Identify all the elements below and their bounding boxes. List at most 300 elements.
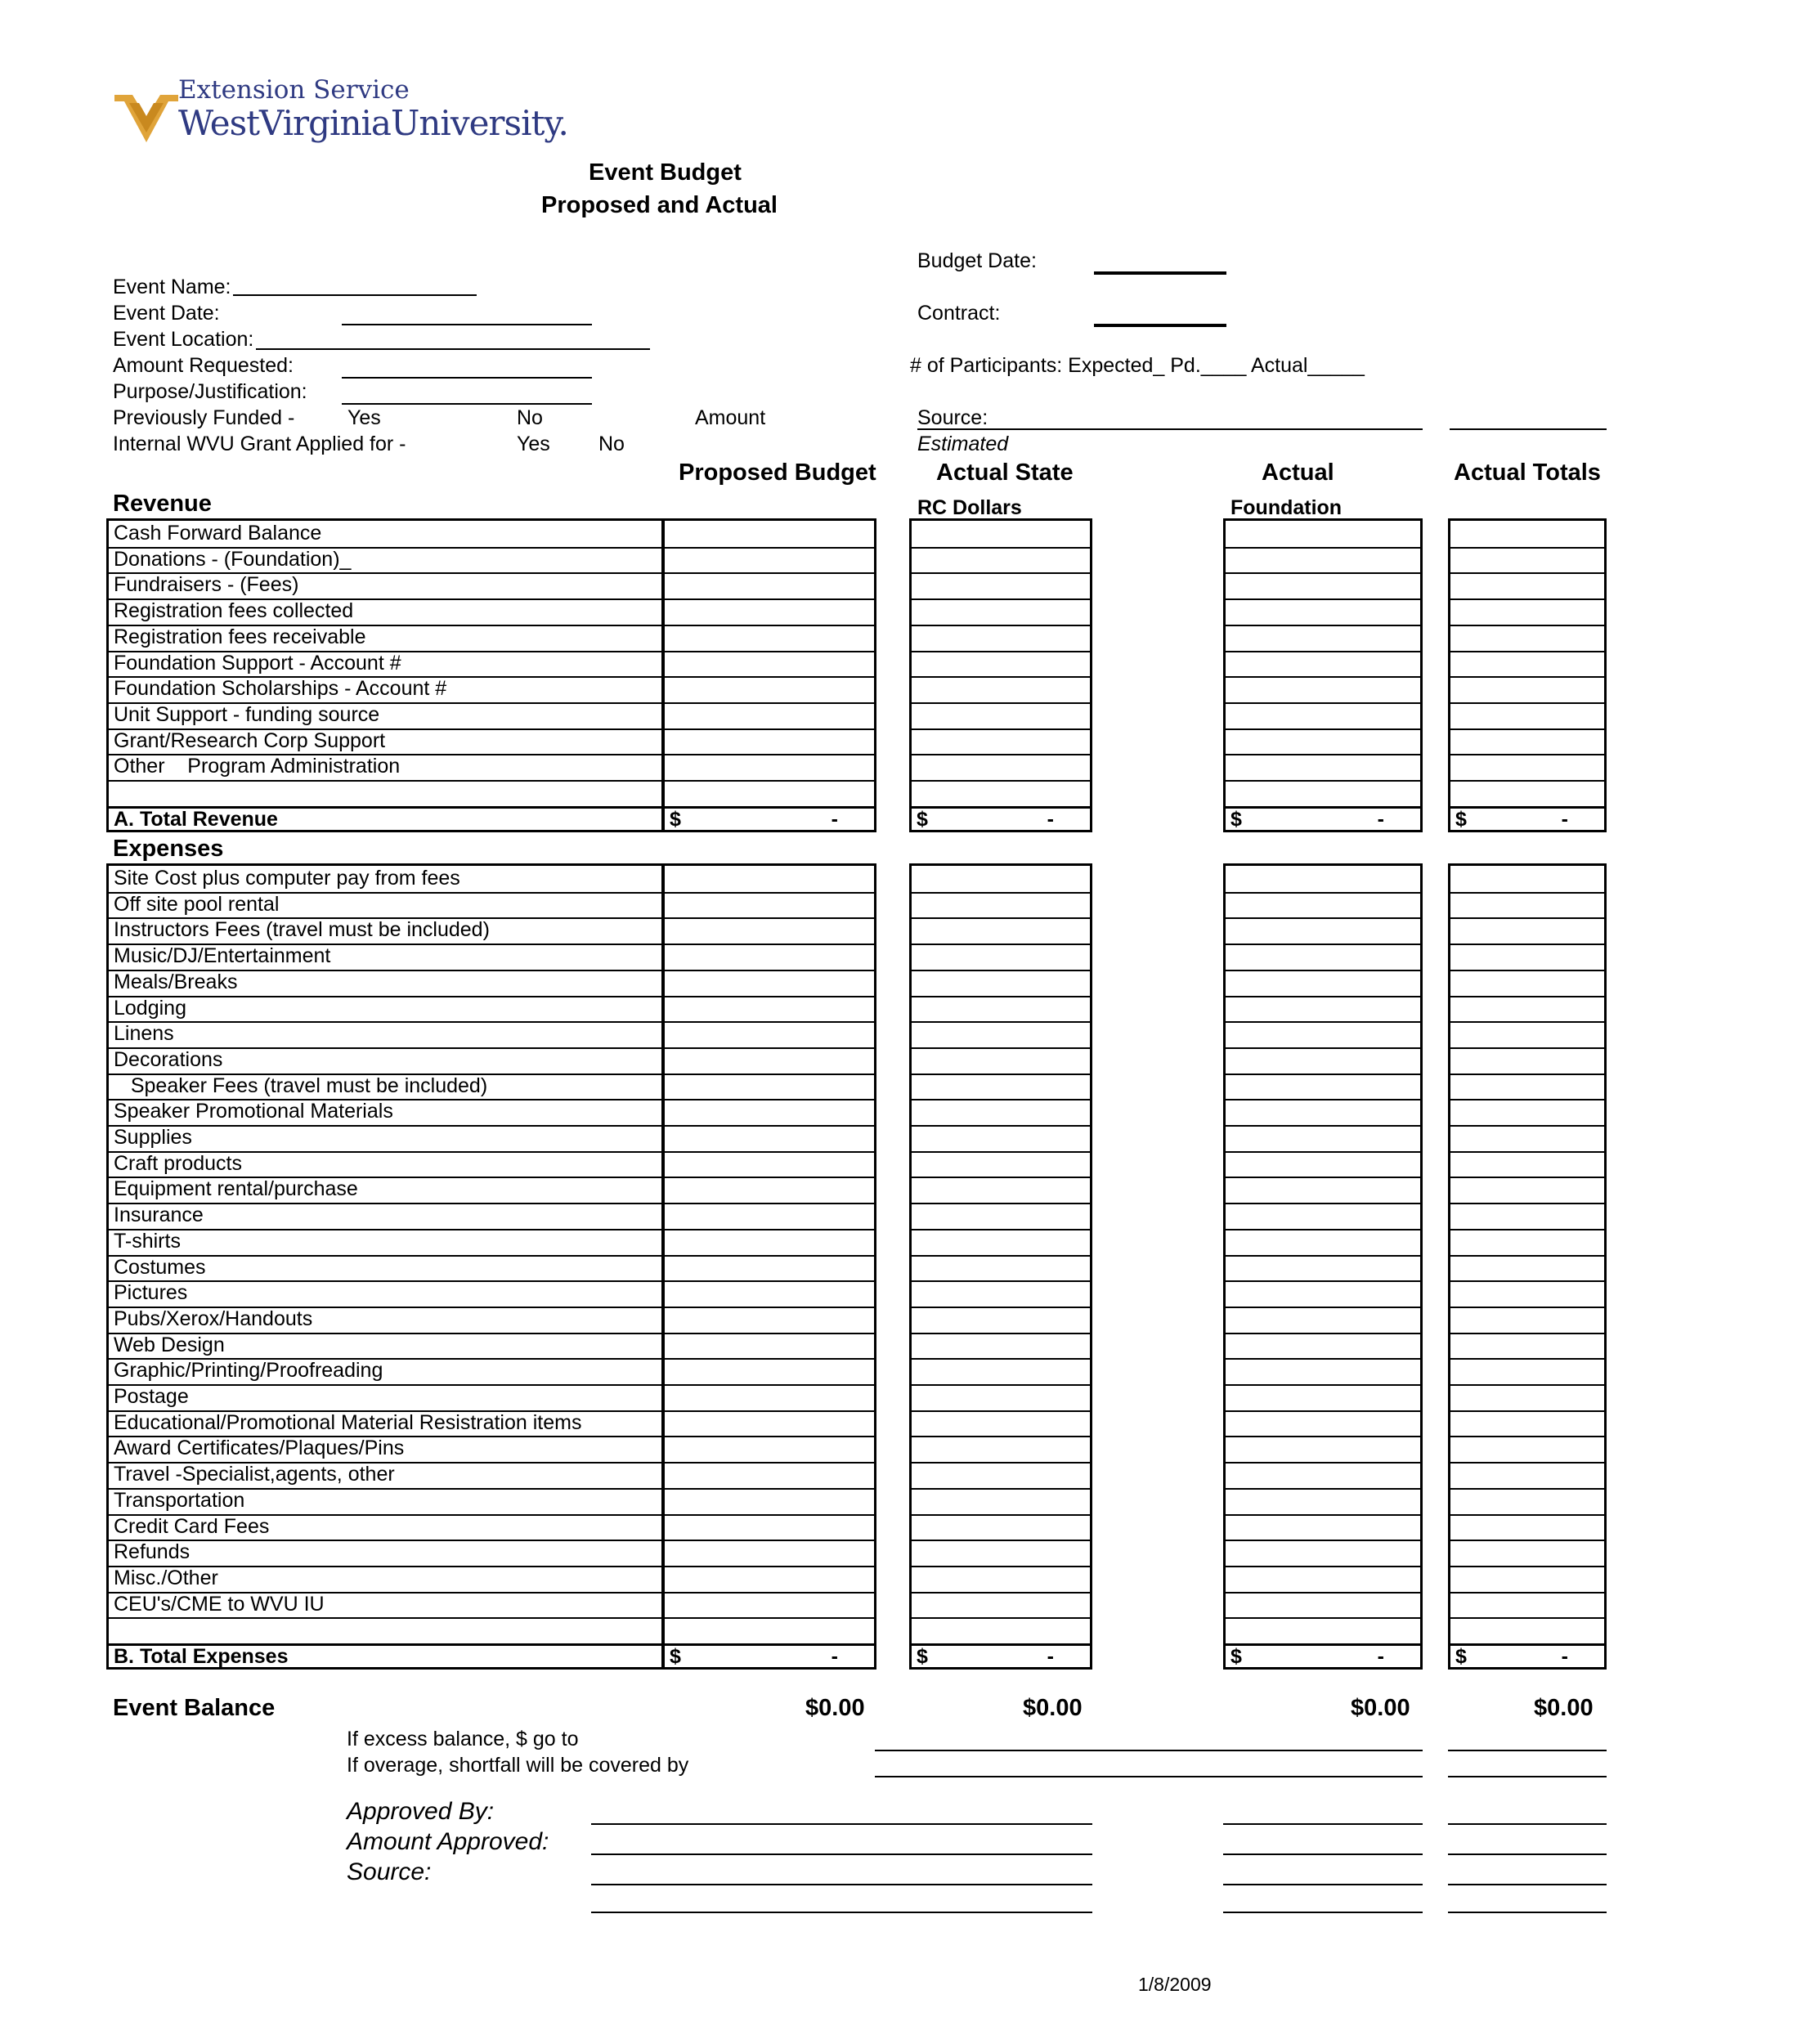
amount-input-cell[interactable] xyxy=(1450,970,1604,996)
amount-input-cell[interactable] xyxy=(912,1151,1090,1177)
expense-item-label: Pubs/Xerox/Handouts xyxy=(114,1307,313,1330)
amount-input-cell[interactable] xyxy=(665,1617,874,1643)
previously-funded-no[interactable]: No xyxy=(517,406,543,429)
amount-input-cell[interactable] xyxy=(1226,780,1420,806)
approved-by-total-field[interactable] xyxy=(1448,1823,1607,1825)
expense-item-label: Travel -Specialist,agents, other xyxy=(114,1463,395,1486)
total-revenue-label: A. Total Revenue xyxy=(114,807,278,831)
amount-input-cell[interactable] xyxy=(912,1255,1090,1281)
total-row-divider xyxy=(1450,1643,1604,1646)
amount-input-cell[interactable] xyxy=(1226,970,1420,996)
amount-input-cell[interactable] xyxy=(912,1125,1090,1151)
amount-input-cell[interactable] xyxy=(1226,1358,1420,1384)
row-divider xyxy=(109,1021,661,1023)
amount-input-cell[interactable] xyxy=(1226,1203,1420,1229)
amount-input-cell[interactable] xyxy=(912,1229,1090,1255)
amount-input-cell[interactable] xyxy=(1226,1436,1420,1462)
row-divider xyxy=(109,1229,661,1230)
amount-input-cell[interactable] xyxy=(1226,651,1420,677)
expense-item-label: Craft products xyxy=(114,1151,243,1175)
amount-input-cell[interactable] xyxy=(912,1384,1090,1410)
revenue-item-label: Registration fees collected xyxy=(114,599,354,623)
total-currency-symbol: $ xyxy=(670,1645,681,1668)
expense-item-label: Decorations xyxy=(114,1047,223,1071)
approval-extra-total-field[interactable] xyxy=(1448,1912,1607,1913)
amount-input-cell[interactable] xyxy=(665,1047,874,1074)
amount-input-cell[interactable] xyxy=(1226,1462,1420,1488)
total-row-divider xyxy=(1226,1643,1420,1646)
revenue-item-label: Registration fees receivable xyxy=(114,625,366,648)
amount-input-cell[interactable] xyxy=(1226,1592,1420,1618)
amount-input-cell[interactable] xyxy=(1450,521,1604,547)
amount-input-cell[interactable] xyxy=(1450,1566,1604,1592)
amount-input-cell[interactable] xyxy=(1450,1021,1604,1047)
amount-input-cell[interactable] xyxy=(1226,996,1420,1022)
amount-input-cell[interactable] xyxy=(665,572,874,598)
overage-field[interactable] xyxy=(875,1776,1423,1777)
amount-approved-label: Amount Approved: xyxy=(347,1828,549,1855)
amount-input-cell[interactable] xyxy=(1450,1540,1604,1566)
amount-input-cell[interactable] xyxy=(912,572,1090,598)
total-value: - xyxy=(1377,807,1384,831)
amount-input-cell[interactable] xyxy=(665,1436,874,1462)
amount-input-cell[interactable] xyxy=(665,892,874,918)
amount-input-cell[interactable] xyxy=(912,651,1090,677)
amount-input-cell[interactable] xyxy=(665,625,874,651)
grant-applied-no[interactable]: No xyxy=(598,433,625,455)
amount-input-cell[interactable] xyxy=(1450,1074,1604,1100)
revenue-item-label: Foundation Support - Account # xyxy=(114,651,401,675)
grant-applied-label: Internal WVU Grant Applied for - xyxy=(113,433,406,455)
expense-item-label: Speaker Promotional Materials xyxy=(114,1100,393,1123)
amount-input-cell[interactable] xyxy=(1226,892,1420,918)
amount-input-cell[interactable] xyxy=(1226,1566,1420,1592)
amount-input-cell[interactable] xyxy=(912,1307,1090,1333)
expense-item-label: Transportation xyxy=(114,1488,245,1512)
amount-input-cell[interactable] xyxy=(1450,598,1604,625)
column-header-proposed: Proposed Budget xyxy=(679,459,876,486)
amount-input-cell[interactable] xyxy=(1226,754,1420,780)
amount-input-cell[interactable] xyxy=(912,1488,1090,1514)
amount-input-cell[interactable] xyxy=(1226,1384,1420,1410)
amount-input-cell[interactable] xyxy=(665,1384,874,1410)
budget-date-field[interactable] xyxy=(1094,271,1226,275)
amount-input-cell[interactable] xyxy=(665,1410,874,1437)
amount-input-cell[interactable] xyxy=(665,1358,874,1384)
revenue-heading: Revenue xyxy=(113,491,212,517)
amount-input-cell[interactable] xyxy=(1450,1436,1604,1462)
total-value: - xyxy=(1561,1645,1568,1668)
expense-item-label: Off site pool rental xyxy=(114,892,280,916)
amount-input-cell[interactable] xyxy=(1226,944,1420,970)
amount-input-cell[interactable] xyxy=(1450,1203,1604,1229)
amount-input-cell[interactable] xyxy=(1450,1177,1604,1203)
amount-input-cell[interactable] xyxy=(665,676,874,702)
amount-input-cell[interactable] xyxy=(665,1540,874,1566)
expenses-totals-column xyxy=(1448,863,1607,1670)
source-label: Source: xyxy=(917,406,988,429)
amount-input-cell[interactable] xyxy=(912,1280,1090,1307)
amount-input-cell[interactable] xyxy=(1226,547,1420,573)
amount-input-cell[interactable] xyxy=(665,1099,874,1125)
amount-input-cell[interactable] xyxy=(1226,1099,1420,1125)
approval-source-foundation-field[interactable] xyxy=(1223,1884,1423,1885)
amount-input-cell[interactable] xyxy=(665,1125,874,1151)
amount-input-cell[interactable] xyxy=(1450,1333,1604,1359)
excess-balance-field[interactable] xyxy=(875,1750,1423,1751)
amount-input-cell[interactable] xyxy=(665,1592,874,1618)
total-expenses-label: B. Total Expenses xyxy=(114,1645,289,1668)
amount-input-cell[interactable] xyxy=(912,1047,1090,1074)
column-subheader-foundation: Foundation xyxy=(1230,496,1343,519)
amount-input-cell[interactable] xyxy=(912,1540,1090,1566)
total-row-divider xyxy=(1226,806,1420,809)
source-total-field[interactable] xyxy=(1450,428,1607,430)
amount-input-cell[interactable] xyxy=(1226,728,1420,755)
amount-input-cell[interactable] xyxy=(1226,625,1420,651)
amount-input-cell[interactable] xyxy=(1226,521,1420,547)
expense-item-label: Costumes xyxy=(114,1255,206,1279)
expense-item-label: CEU's/CME to WVU IU xyxy=(114,1592,325,1616)
amount-input-cell[interactable] xyxy=(665,1307,874,1333)
row-divider xyxy=(109,1280,661,1282)
participants-label: # of Participants: Expected_ Pd.____ Actual_____ xyxy=(910,354,1365,377)
amount-input-cell[interactable] xyxy=(665,1255,874,1281)
previously-funded-yes[interactable]: Yes xyxy=(347,406,381,429)
event-balance-label: Event Balance xyxy=(113,1695,276,1721)
expense-item-label: Music/DJ/Entertainment xyxy=(114,944,331,968)
amount-input-cell[interactable] xyxy=(1450,996,1604,1022)
expenses-labels-table xyxy=(106,863,664,1670)
amount-input-cell[interactable] xyxy=(1226,1540,1420,1566)
approval-source-total-field[interactable] xyxy=(1448,1884,1607,1885)
logo-line-extension: Extension Service xyxy=(178,75,410,105)
amount-input-cell[interactable] xyxy=(1226,866,1420,892)
amount-input-cell[interactable] xyxy=(1450,1229,1604,1255)
amount-input-cell[interactable] xyxy=(912,866,1090,892)
amount-input-cell[interactable] xyxy=(1226,1514,1420,1540)
expense-item-label: Speaker Fees (travel must be included) xyxy=(114,1074,488,1097)
amount-input-cell[interactable] xyxy=(665,917,874,944)
revenue-state-column xyxy=(909,518,1092,832)
approval-extra-foundation-field[interactable] xyxy=(1223,1912,1423,1913)
purpose-label: Purpose/Justification: xyxy=(113,380,307,403)
amount-input-cell[interactable] xyxy=(912,598,1090,625)
amount-input-cell[interactable] xyxy=(912,676,1090,702)
expense-item-label: Supplies xyxy=(114,1126,192,1149)
logo-line-university: WestVirginiaUniversity. xyxy=(178,103,568,143)
column-header-totals: Actual Totals xyxy=(1454,459,1601,486)
page-subtitle: Proposed and Actual xyxy=(541,192,778,218)
amount-input-cell[interactable] xyxy=(912,1203,1090,1229)
revenue-item-label: Fundraisers - (Fees) xyxy=(114,573,299,597)
expense-item-label: Credit Card Fees xyxy=(114,1514,270,1538)
amount-input-cell[interactable] xyxy=(1450,1592,1604,1618)
amount-input-cell[interactable] xyxy=(1226,1280,1420,1307)
amount-input-cell[interactable] xyxy=(912,754,1090,780)
amount-input-cell[interactable] xyxy=(1450,1151,1604,1177)
amount-input-cell[interactable] xyxy=(912,625,1090,651)
column-header-foundation: Actual xyxy=(1262,459,1334,486)
amount-input-cell[interactable] xyxy=(665,547,874,573)
amount-input-cell[interactable] xyxy=(912,1592,1090,1618)
amount-input-cell[interactable] xyxy=(912,1099,1090,1125)
expense-item-label: Meals/Breaks xyxy=(114,970,238,993)
amount-input-cell[interactable] xyxy=(912,521,1090,547)
amount-input-cell[interactable] xyxy=(912,1436,1090,1462)
amount-input-cell[interactable] xyxy=(1450,1410,1604,1437)
amount-input-cell[interactable] xyxy=(912,1177,1090,1203)
event-name-field[interactable] xyxy=(233,294,477,296)
expense-item-label: Web Design xyxy=(114,1333,225,1356)
total-value: - xyxy=(831,1645,838,1668)
revenue-item-label: Foundation Scholarships - Account # xyxy=(114,677,447,701)
total-row-divider xyxy=(665,1643,874,1646)
amount-input-cell[interactable] xyxy=(665,1333,874,1359)
approved-by-field[interactable] xyxy=(591,1823,1092,1825)
amount-input-cell[interactable] xyxy=(665,1151,874,1177)
amount-input-cell[interactable] xyxy=(665,1488,874,1514)
expense-item-label: Award Certificates/Plaques/Pins xyxy=(114,1437,405,1460)
row-divider xyxy=(109,1540,661,1541)
revenue-labels-table xyxy=(106,518,664,832)
amount-input-cell[interactable] xyxy=(665,866,874,892)
amount-input-cell[interactable] xyxy=(665,1566,874,1592)
amount-input-cell[interactable] xyxy=(665,1203,874,1229)
expense-item-label: Postage xyxy=(114,1385,189,1408)
amount-input-cell[interactable] xyxy=(665,651,874,677)
amount-approved-field[interactable] xyxy=(591,1853,1092,1855)
amount-requested-label: Amount Requested: xyxy=(113,354,294,377)
total-value: - xyxy=(1047,807,1054,831)
approved-by-foundation-field[interactable] xyxy=(1223,1823,1423,1825)
contract-label: Contract: xyxy=(917,302,1001,325)
grant-applied-yes[interactable]: Yes xyxy=(517,433,550,455)
amount-input-cell[interactable] xyxy=(1226,1229,1420,1255)
amount-approved-foundation-field[interactable] xyxy=(1223,1853,1423,1855)
expense-item-label: Refunds xyxy=(114,1540,191,1564)
previously-funded-label: Previously Funded - xyxy=(113,406,295,429)
total-row-divider xyxy=(1450,806,1604,809)
footer-date: 1/8/2009 xyxy=(1138,1974,1212,1995)
balance-proposed: $0.00 xyxy=(805,1695,865,1721)
event-location-label: Event Location: xyxy=(113,328,254,351)
amount-input-cell[interactable] xyxy=(665,1280,874,1307)
excess-balance-total-field[interactable] xyxy=(1448,1750,1607,1751)
amount-input-cell[interactable] xyxy=(1226,1074,1420,1100)
expense-item-label: Pictures xyxy=(114,1281,188,1305)
expense-item-label: T-shirts xyxy=(114,1229,181,1253)
balance-totals: $0.00 xyxy=(1534,1695,1594,1721)
total-row-divider xyxy=(665,806,874,809)
amount-input-cell[interactable] xyxy=(912,1617,1090,1643)
amount-input-cell[interactable] xyxy=(1450,866,1604,892)
amount-input-cell[interactable] xyxy=(1450,625,1604,651)
amount-input-cell[interactable] xyxy=(912,996,1090,1022)
excess-balance-label: If excess balance, $ go to xyxy=(347,1728,579,1750)
amount-input-cell[interactable] xyxy=(1450,1125,1604,1151)
amount-input-cell[interactable] xyxy=(1226,1125,1420,1151)
amount-input-cell[interactable] xyxy=(912,892,1090,918)
amount-input-cell[interactable] xyxy=(665,1074,874,1100)
amount-input-cell[interactable] xyxy=(912,780,1090,806)
amount-input-cell[interactable] xyxy=(1450,547,1604,573)
amount-input-cell[interactable] xyxy=(1226,1047,1420,1074)
revenue-item-label: Unit Support - funding source xyxy=(114,702,380,726)
amount-input-cell[interactable] xyxy=(1450,651,1604,677)
total-value: - xyxy=(1047,1645,1054,1668)
budget-date-label: Budget Date: xyxy=(917,249,1037,272)
amount-input-cell[interactable] xyxy=(1226,1333,1420,1359)
expenses-heading: Expenses xyxy=(113,836,224,862)
amount-input-cell[interactable] xyxy=(1450,780,1604,806)
event-date-field[interactable] xyxy=(342,324,592,325)
column-header-state: Actual State xyxy=(936,459,1074,486)
event-location-field[interactable] xyxy=(256,348,650,350)
amount-input-cell[interactable] xyxy=(912,1021,1090,1047)
total-currency-symbol: $ xyxy=(1455,807,1467,831)
amount-input-cell[interactable] xyxy=(665,598,874,625)
source-field[interactable] xyxy=(917,428,1423,430)
amount-input-cell[interactable] xyxy=(1450,917,1604,944)
amount-input-cell[interactable] xyxy=(1450,754,1604,780)
expense-item-label: Equipment rental/purchase xyxy=(114,1177,358,1201)
amount-input-cell[interactable] xyxy=(665,996,874,1022)
amount-input-cell[interactable] xyxy=(912,1514,1090,1540)
revenue-foundation-column xyxy=(1223,518,1423,832)
amount-input-cell[interactable] xyxy=(1226,1617,1420,1643)
total-value: - xyxy=(1377,1645,1384,1668)
amount-input-cell[interactable] xyxy=(912,917,1090,944)
approval-source-label: Source: xyxy=(347,1858,432,1885)
amount-approved-total-field[interactable] xyxy=(1448,1853,1607,1855)
revenue-item-label: Other Program Administration xyxy=(114,755,401,778)
row-divider xyxy=(109,996,661,997)
amount-input-cell[interactable] xyxy=(1450,1358,1604,1384)
amount-input-cell[interactable] xyxy=(1226,1021,1420,1047)
expense-item-label: Instructors Fees (travel must be included) xyxy=(114,918,490,942)
amount-input-cell[interactable] xyxy=(665,728,874,755)
amount-input-cell[interactable] xyxy=(665,970,874,996)
amount-input-cell[interactable] xyxy=(1450,728,1604,755)
amount-input-cell[interactable] xyxy=(912,1358,1090,1384)
amount-input-cell[interactable] xyxy=(1450,702,1604,728)
amount-input-cell[interactable] xyxy=(665,1462,874,1488)
amount-input-cell[interactable] xyxy=(912,1333,1090,1359)
amount-input-cell[interactable] xyxy=(665,1514,874,1540)
amount-input-cell[interactable] xyxy=(1226,1151,1420,1177)
column-subheader-state: RC Dollars xyxy=(917,496,1022,519)
approval-source-field[interactable] xyxy=(591,1884,1092,1885)
amount-input-cell[interactable] xyxy=(1450,1488,1604,1514)
expense-item-label: Linens xyxy=(114,1022,174,1046)
flying-wv-icon xyxy=(114,92,178,149)
amount-input-cell[interactable] xyxy=(1450,892,1604,918)
amount-input-cell[interactable] xyxy=(912,944,1090,970)
revenue-proposed-column xyxy=(662,518,876,832)
overage-label: If overage, shortfall will be covered by xyxy=(347,1754,689,1777)
amount-input-cell[interactable] xyxy=(665,1229,874,1255)
amount-input-cell[interactable] xyxy=(1226,1488,1420,1514)
amount-input-cell[interactable] xyxy=(912,547,1090,573)
amount-input-cell[interactable] xyxy=(1450,1307,1604,1333)
total-currency-symbol: $ xyxy=(670,807,681,831)
amount-input-cell[interactable] xyxy=(912,1462,1090,1488)
total-currency-symbol: $ xyxy=(1455,1645,1467,1668)
total-value: - xyxy=(831,807,838,831)
row-divider xyxy=(109,1384,661,1386)
revenue-item-label: Cash Forward Balance xyxy=(114,522,322,545)
amount-label: Amount xyxy=(695,406,766,429)
revenue-item-label: Donations - (Foundation)_ xyxy=(114,547,352,571)
amount-input-cell[interactable] xyxy=(1226,1255,1420,1281)
approval-extra-field[interactable] xyxy=(591,1912,1092,1913)
expense-item-label: Lodging xyxy=(114,996,186,1020)
amount-input-cell[interactable] xyxy=(912,1410,1090,1437)
overage-total-field[interactable] xyxy=(1448,1776,1607,1777)
amount-input-cell[interactable] xyxy=(1450,1047,1604,1074)
amount-input-cell[interactable] xyxy=(665,944,874,970)
amount-input-cell[interactable] xyxy=(1450,1514,1604,1540)
amount-input-cell[interactable] xyxy=(665,521,874,547)
approved-by-label: Approved By: xyxy=(347,1798,495,1825)
amount-input-cell[interactable] xyxy=(665,1021,874,1047)
expense-item-label: Site Cost plus computer pay from fees xyxy=(114,867,460,890)
amount-input-cell[interactable] xyxy=(665,754,874,780)
amount-requested-field[interactable] xyxy=(342,377,592,379)
amount-input-cell[interactable] xyxy=(665,702,874,728)
amount-input-cell[interactable] xyxy=(665,780,874,806)
amount-input-cell[interactable] xyxy=(1226,917,1420,944)
amount-input-cell[interactable] xyxy=(912,1074,1090,1100)
amount-input-cell[interactable] xyxy=(1226,1410,1420,1437)
amount-input-cell[interactable] xyxy=(1450,944,1604,970)
total-row-divider xyxy=(912,1643,1090,1646)
amount-input-cell[interactable] xyxy=(1450,676,1604,702)
amount-input-cell[interactable] xyxy=(1450,1462,1604,1488)
amount-input-cell[interactable] xyxy=(1450,1617,1604,1643)
amount-input-cell[interactable] xyxy=(1226,1307,1420,1333)
amount-input-cell[interactable] xyxy=(1450,1099,1604,1125)
amount-input-cell[interactable] xyxy=(1450,572,1604,598)
amount-input-cell[interactable] xyxy=(1450,1280,1604,1307)
row-divider xyxy=(109,1617,661,1619)
amount-input-cell[interactable] xyxy=(912,1566,1090,1592)
contract-field[interactable] xyxy=(1094,324,1226,327)
estimated-label: Estimated xyxy=(917,433,1009,455)
amount-input-cell[interactable] xyxy=(665,1177,874,1203)
amount-input-cell[interactable] xyxy=(1226,1177,1420,1203)
amount-input-cell[interactable] xyxy=(1226,572,1420,598)
balance-foundation: $0.00 xyxy=(1351,1695,1410,1721)
purpose-field[interactable] xyxy=(342,403,592,405)
amount-input-cell[interactable] xyxy=(912,970,1090,996)
amount-input-cell[interactable] xyxy=(1226,598,1420,625)
amount-input-cell[interactable] xyxy=(912,728,1090,755)
amount-input-cell[interactable] xyxy=(1450,1255,1604,1281)
expense-item-label: Educational/Promotional Material Resistration items xyxy=(114,1410,582,1434)
amount-input-cell[interactable] xyxy=(1450,1384,1604,1410)
total-currency-symbol: $ xyxy=(917,1645,928,1668)
amount-input-cell[interactable] xyxy=(912,702,1090,728)
expenses-state-column xyxy=(909,863,1092,1670)
amount-input-cell[interactable] xyxy=(1226,702,1420,728)
amount-input-cell[interactable] xyxy=(1226,676,1420,702)
total-currency-symbol: $ xyxy=(1230,807,1242,831)
expenses-foundation-column xyxy=(1223,863,1423,1670)
expenses-proposed-column xyxy=(662,863,876,1670)
expense-item-label: Graphic/Printing/Proofreading xyxy=(114,1359,383,1383)
